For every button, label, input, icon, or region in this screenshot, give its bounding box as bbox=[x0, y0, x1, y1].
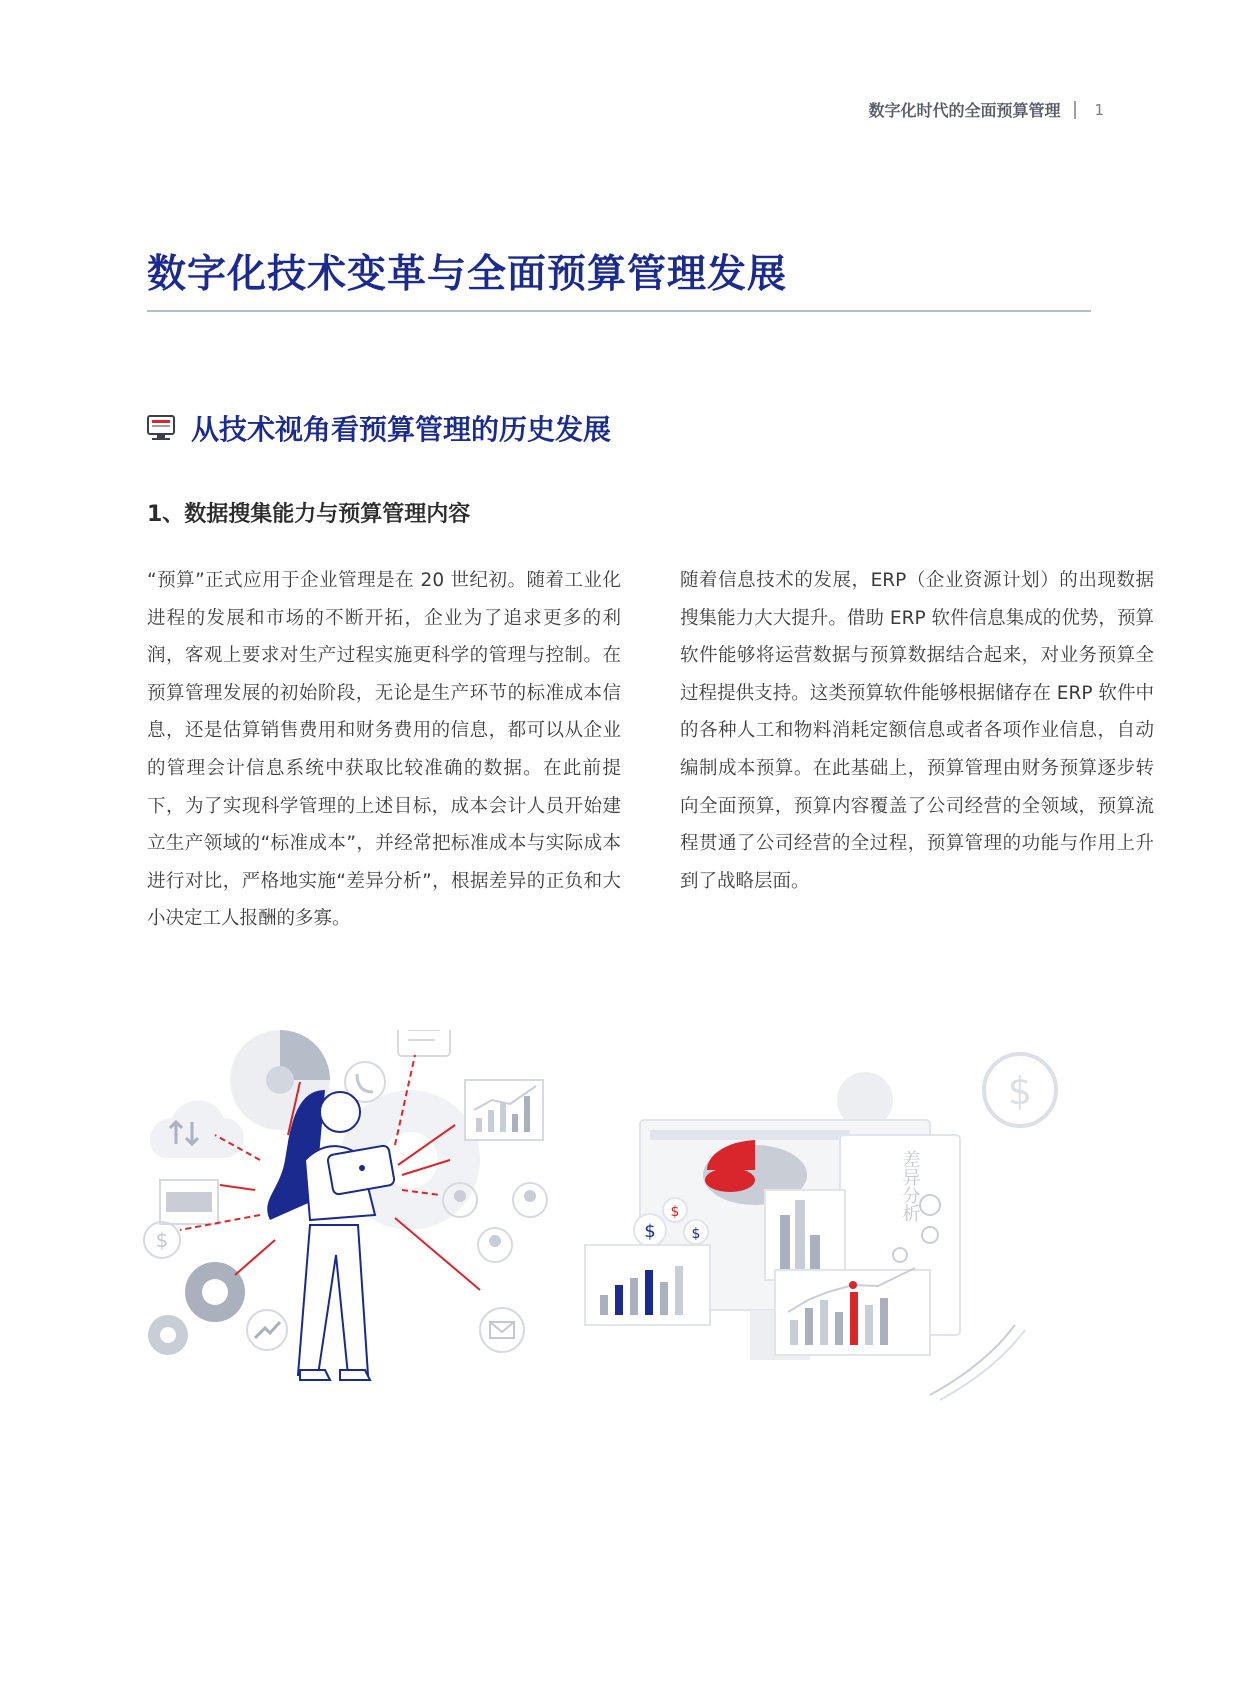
navy-bar-chart bbox=[585, 1245, 710, 1325]
body-paragraph-left: “预算”正式应用于企业管理是在 20 世纪初。随着工业化进程的发展和市场的不断开拓，企业为了追求更多的利润，客观上要求对生产过程实施更科学的管理与控制。在预算管理发展的初始阶段，无论是生产环节的标准成本信息，还是估算销售费用和财务费用的信息，都可以从企业的管理会计信息系统中获取比较准确的数据。在此前提下，为了实现科学管理的上述目标，成本会计人员开始建立生产领域的“标准成本”，并经常把标准成本与实际成本进行对比，严格地实施“差异分析”，根据差异的正负和大小决定工人报酬的多寡。 bbox=[147, 570, 621, 930]
trend-chart-icon bbox=[465, 1080, 543, 1140]
gear-icon bbox=[148, 1262, 245, 1355]
svg-text:$: $ bbox=[644, 1221, 656, 1242]
variance-analysis-label: 差异分析 bbox=[899, 1150, 921, 1222]
monitor-icon bbox=[147, 415, 175, 441]
svg-text:$: $ bbox=[691, 1226, 701, 1242]
running-header bbox=[868, 98, 1104, 121]
subsection-title: 1、数据搜集能力与预算管理内容 bbox=[147, 502, 471, 527]
chapter-title: 数字化技术变革与全面预算管理发展 bbox=[147, 252, 788, 297]
section-title: 从技术视角看预算管理的历史发展 bbox=[191, 413, 612, 446]
header-separator bbox=[1074, 101, 1076, 119]
dollar-coin-icon bbox=[144, 1222, 180, 1258]
right-scene bbox=[585, 1054, 1056, 1400]
svg-text:$: $ bbox=[155, 1228, 169, 1252]
running-title: 数字化时代的全面预算管理 bbox=[868, 101, 1061, 120]
svg-text:$: $ bbox=[1007, 1069, 1033, 1113]
left-scene bbox=[144, 1030, 547, 1380]
highlight-bar-chart bbox=[775, 1268, 930, 1355]
page-number: 1 bbox=[1094, 100, 1104, 119]
section-heading bbox=[147, 408, 611, 448]
cloud-transfer-icon bbox=[150, 1100, 244, 1158]
dollar-coin-large-icon bbox=[984, 1054, 1056, 1126]
budget-illustration bbox=[140, 1030, 1100, 1500]
body-paragraph-right: 随着信息技术的发展，ERP（企业资源计划）的出现数据搜集能力大大提升。借助 ERP 软件信息集成的优势，预算软件能够将运营数据与预算数据结合起来，对业务预算全过程提供支持。这类预算软件能够根据储存在 ERP 软件中的各种人工和物料消耗定额信息或者各项作业信息，自动编制成本预算。在此基础上，预算管理由财务预算逐步转向全面预算，预算内容覆盖了公司经营的全领域，预算流程贯通了公司经营的全过程，预算管理的功能与作用上升到了战略层面。 bbox=[680, 570, 1154, 892]
growth-arrow-icon bbox=[247, 1310, 287, 1350]
mail-icon bbox=[480, 1308, 524, 1352]
svg-text:$: $ bbox=[670, 1204, 680, 1220]
gray-bar-chart bbox=[765, 1190, 845, 1280]
title-divider bbox=[147, 310, 1091, 312]
calendar-icon bbox=[160, 1180, 218, 1224]
chat-icon bbox=[398, 1030, 450, 1056]
avatar-icons bbox=[443, 1183, 547, 1262]
